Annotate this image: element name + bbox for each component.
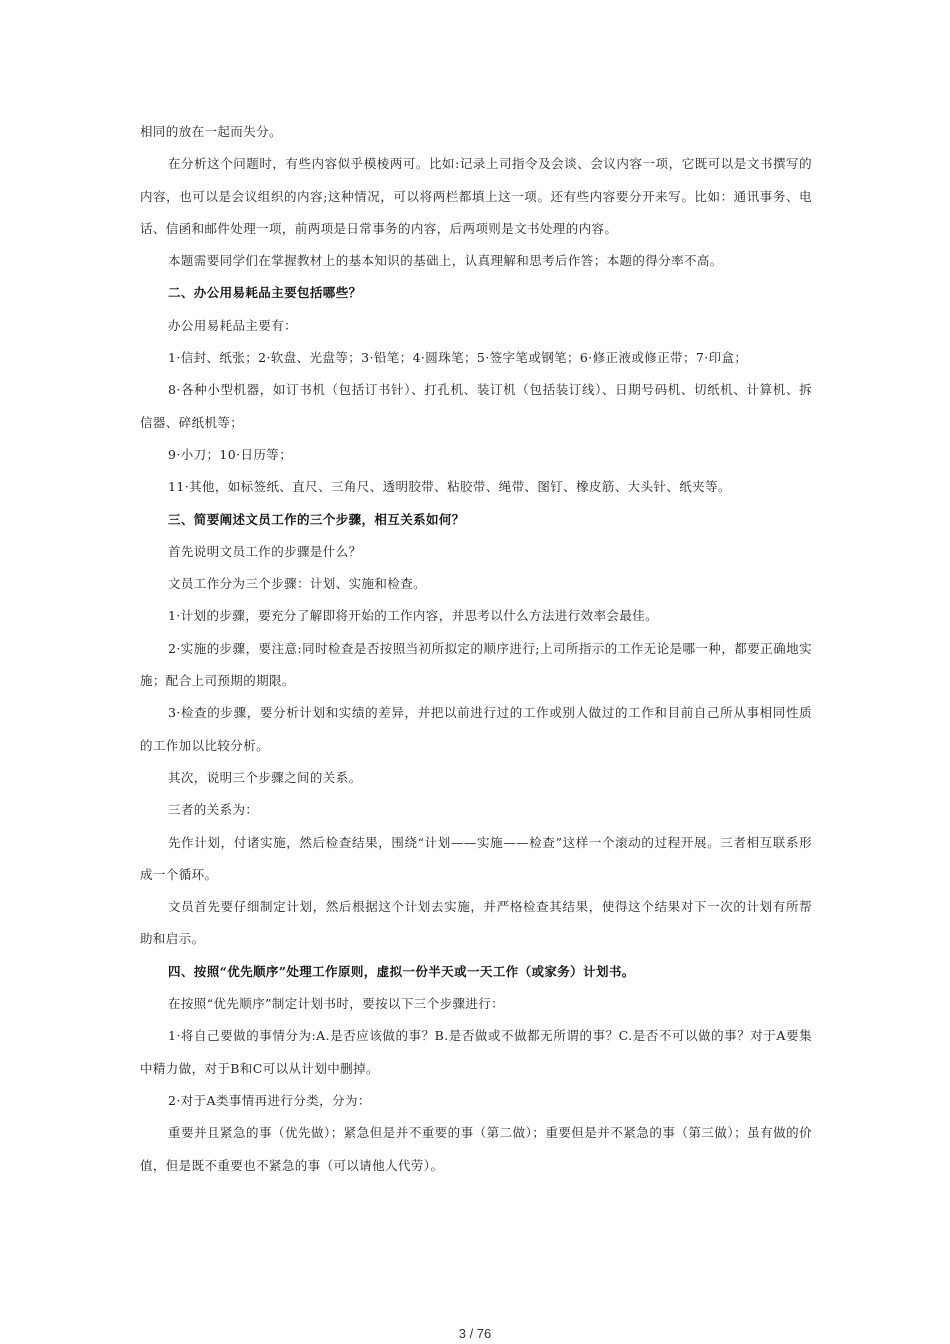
paragraph-priority-intro: 在按照“优先顺序”制定计划书时，要按以下三个步骤进行： bbox=[168, 996, 505, 1012]
paragraph-relation-intro: 其次，说明三个步骤之间的关系。 bbox=[168, 769, 362, 785]
list-item-consumables-11: 11·其他，如标签纸、直尺、三角尺、透明胶带、粘胶带、绳带、图钉、橡皮筋、大头针、纸夹等。 bbox=[168, 479, 731, 495]
paragraph-analysis: 在分析这个问题时，有些内容似乎模棱两可。比如:记录上司指令及会谈、会议内容一项，它既可以是文书撰写的内容，也可以是会议组织的内容;这种情况，可以将两栏都填上这一项。还有些内容要分开来写。比如：通讯事务、电话、信函和邮件处理一项，前两项是日常事务的内容，后两项则是文书处理的内容。 bbox=[140, 156, 812, 236]
heading-section-3: 三、简要阐述文员工作的三个步骤，相互关系如何？ bbox=[168, 511, 465, 527]
paragraph-continuation: 相同的放在一起而失分。 bbox=[140, 124, 282, 139]
paragraph-relation-cycle: 先作计划，付诸实施，然后检查结果，围绕“计划——实施——检查”这样一个滚动的过程开展。三者相互联系形成一个循环。 bbox=[140, 834, 812, 882]
list-item-consumables-1: 1·信封、纸张；2·软盘、光盘等；3·铅笔；4·圆珠笔；5·签字笔或钢笔；6·修正液或修正带；7·印盒； bbox=[168, 350, 748, 366]
paragraph-note: 本题需要同学们在掌握教材上的基本知识的基础上，认真理解和思考后作答；本题的得分率不高。 bbox=[168, 253, 723, 269]
heading-section-2: 二、办公用易耗品主要包括哪些？ bbox=[168, 285, 362, 301]
list-item-step-check: 3·检查的步骤，要分析计划和实绩的差异，并把以前进行过的工作或别人做过的工作和目前自己所从事相同性质的工作加以比较分析。 bbox=[140, 705, 812, 753]
paragraph-relation-detail: 文员首先要仔细制定计划，然后根据这个计划去实施，并严格检查其结果，使得这个结果对下一次的计划有所帮助和启示。 bbox=[140, 899, 812, 947]
list-item-step-plan: 1·计划的步骤，要充分了解即将开始的工作内容，并思考以什么方法进行效率会最佳。 bbox=[168, 608, 659, 624]
list-item-consumables-9: 9·小刀；10·日历等； bbox=[168, 446, 293, 462]
paragraph-steps-summary: 文员工作分为三个步骤：计划、实施和检查。 bbox=[168, 576, 427, 592]
paragraph-relation-label: 三者的关系为： bbox=[168, 802, 259, 818]
list-item-step-implement: 2·实施的步骤，要注意:同时检查是否按照当初所拟定的顺序进行;上司所指示的工作无论是哪一种，都要正确地实施；配合上司预期的期限。 bbox=[140, 640, 812, 689]
paragraph-priority-categories: 重要并且紧急的事（优先做）；紧急但是并不重要的事（第二做）；重要但是并不紧急的事（第三做）；虽有做的价值，但是既不重要也不紧急的事（可以请他人代劳）。 bbox=[140, 1125, 812, 1173]
list-item-consumables-8: 8·各种小型机器，如订书机（包括订书针）、打孔机、装订机（包括装订线）、日期号码机、切纸机、计算机、拆信器、碎纸机等； bbox=[140, 382, 812, 430]
document-body bbox=[140, 116, 812, 1182]
paragraph-steps-question: 首先说明文员工作的步骤是什么？ bbox=[168, 543, 362, 559]
paragraph-intro-consumables: 办公用易耗品主要有： bbox=[168, 317, 298, 333]
list-item-priority-1: 1·将自己要做的事情分为:A.是否应该做的事？B.是否做或不做都无所谓的事？C.是否不可以做的事？对于A要集中精力做，对于B和C可以从计划中删掉。 bbox=[140, 1028, 812, 1076]
list-item-priority-2: 2·对于A类事情再进行分类，分为： bbox=[168, 1092, 371, 1108]
page-number: 3 / 76 bbox=[458, 1326, 492, 1341]
heading-section-4: 四、按照“优先顺序”处理工作原则，虚拟一份半天或一天工作（或家务）计划书。 bbox=[168, 963, 635, 979]
